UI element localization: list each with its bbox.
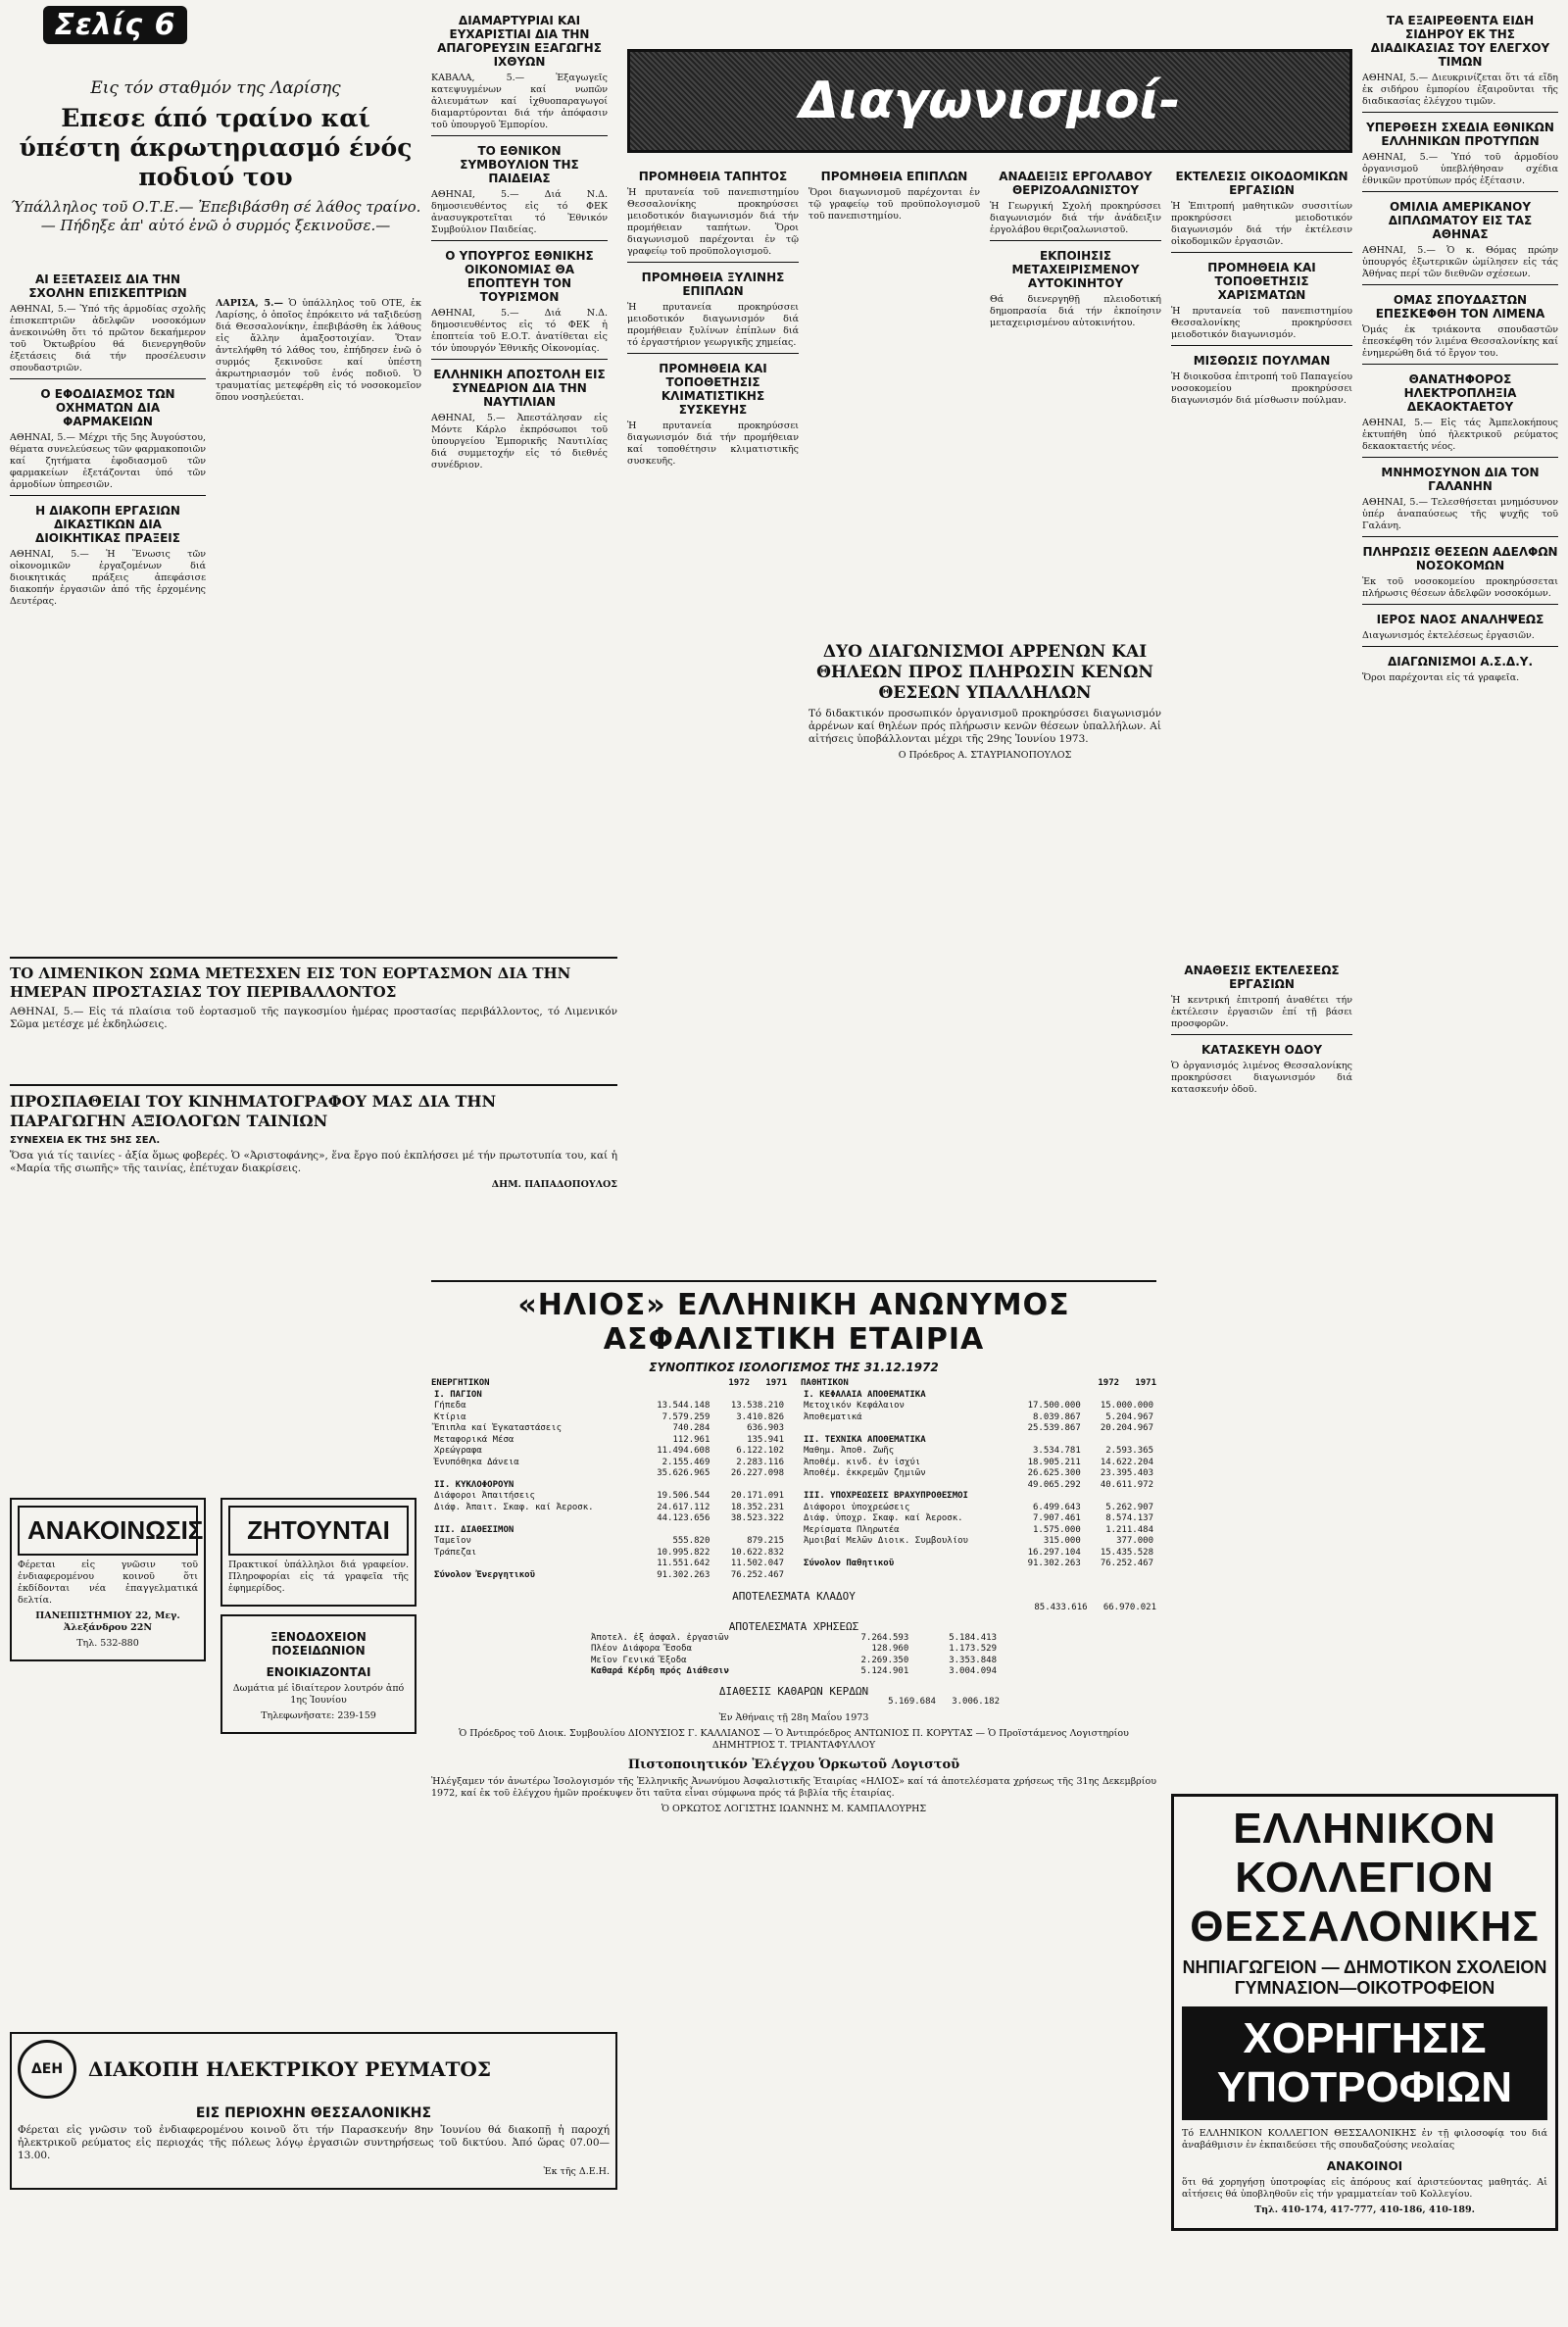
assets-cell-label: Κτίρια (434, 1411, 466, 1422)
results3-title: ΔΙΑΘΕΣΙΣ ΚΑΘΑΡΩΝ ΚΕΡΔΩΝ (718, 1684, 869, 1698)
liabilities-cell-b: 5.204.967 (1105, 1411, 1153, 1422)
assets-cell-b: 38.523.322 (730, 1513, 784, 1523)
assets-cell-a: 13.544.148 (657, 1401, 710, 1411)
results3-total-1971: 3.006.182 (952, 1697, 1000, 1707)
assets-cell-a: 91.302.263 (657, 1569, 710, 1580)
assets-row (431, 1548, 787, 1560)
liabilities-cell-b: 76.252.467 (1100, 1559, 1153, 1568)
results-title: ΑΠΟΤΕΛΕΣΜΑΤΑ ΚΛΑΔΟΥ (732, 1590, 856, 1603)
col2-article-4 (431, 368, 608, 471)
assets-side (431, 1378, 787, 1581)
right-body-4: Ὁμάς ἐκ τριάκοντα σπουδαστῶν ἐπεσκέφθη τόν λιμένα Θεσσαλονίκης καί ἐνημερώθη διά τό ἔργον του. (1362, 324, 1558, 359)
assets-row (431, 1480, 787, 1492)
cinema-body: Ὅσα γιά τίς ταινίες - ἀξία ὅμως φοβερές. Ὁ «Ἀριστοφάνης», ἕνα ἔργο πού ἐκπλήσσει μέ τήν πρωτοτυπία του, καί ἡ «Μαρία τῆς σιωπῆς» τῆς ταινίας, ἐπέτυχαν διακρίσεις. (10, 1150, 617, 1174)
liabilities-row (801, 1423, 1156, 1435)
results2-cell-a: 7.264.593 (860, 1632, 909, 1643)
liabilities-cell-a: 16.297.104 (1027, 1547, 1081, 1558)
liabilities-cell-b: 15.000.000 (1100, 1401, 1153, 1411)
liabilities-cell-label: III. ΥΠΟΧΡΕΩΣΕΙΣ ΒΡΑΧΥΠΡΟΘΕΣΜΟΙ (804, 1491, 968, 1501)
results2-row (588, 1656, 1000, 1667)
wanted-title: ΖΗΤΟΥΝΤΑΙ (228, 1506, 409, 1556)
assets-cell-a: 19.506.544 (657, 1491, 710, 1501)
assets-row (431, 1435, 787, 1447)
col2-headline-2: ΤΟ ΕΘΝΙΚΟΝ ΣΥΜΒΟΥΛΙΟΝ ΤΗΣ ΠΑΙΔΕΙΑΣ (460, 144, 579, 185)
assets-cell-label: Διάφοροι Ἀπαιτήσεις (434, 1491, 535, 1501)
results2-cell-label: Μεῖον Γενικά Ἔξοδα (591, 1655, 687, 1665)
liabilities-cell-a: 26.625.300 (1027, 1468, 1081, 1478)
liabilities-cell-a: 315.000 (1043, 1536, 1081, 1546)
results-total-1971: 66.970.021 (1102, 1602, 1156, 1612)
lead-story (10, 78, 421, 241)
column-left (10, 0, 220, 44)
liabilities-row (801, 1536, 1156, 1548)
dei-title: ΔΙΑΚΟΠΗ ΗΛΕΚΤΡΙΚΟΥ ΡΕΥΜΑΤΟΣ (88, 2057, 491, 2081)
liabilities-cell-label: Διάφ. ὑποχρ. Σκαφ. καί Ἀεροσκ. (804, 1513, 963, 1523)
year-1971-b: 1971 (1135, 1378, 1156, 1388)
dei-body: Φέρεται εἰς γνῶσιν τοῦ ἐνδιαφερομένου κοινοῦ ὅτι τήν Παρασκευήν 8ην Ἰουνίου θά διακοπῇ ἡ παροχή ἠλεκτρικοῦ ρεύματος εἰς περιοχάς τῆς πόλεως λόγῳ ἐργασιῶν συντηρήσεως τοῦ δικτύου. Ἀπό ὥρας 07.00—13.00. (18, 2124, 610, 2161)
midright-body-3: Ἡ κεντρική ἐπιτροπή ἀναθέτει τήν ἐκτέλεσιν ἐργασιῶν ἐπί τῇ βάσει προσφορῶν. (1171, 995, 1352, 1029)
liabilities-cell-b (1084, 1491, 1156, 1503)
liabilities-cell-a (1011, 1435, 1084, 1447)
tender-headline-4: ΠΡΟΜΗΘΕΙΑ ΕΠΙΠΛΩΝ (820, 170, 968, 183)
tenders-col-3 (990, 162, 1161, 632)
results2-title: ΑΠΟΤΕΛΕΣΜΑΤΑ ΧΡΗΣΕΩΣ (728, 1620, 859, 1633)
liabilities-row (801, 1458, 1156, 1469)
tender-body-3: Ἡ πρυτανεία προκηρύσσει διαγωνισμόν διά τήν προμήθειαν καί τοποθέτησιν κλιματιστικῆς συσκευῆς. (627, 421, 799, 467)
right-body-2: ΑΘΗΝΑΙ, 5.— Ὑπό τοῦ ἁρμοδίου ὀργανισμοῦ ὑπεβλήθησαν σχέδια ἐθνικῶν προτύπων πρός ἐξέτασιν. (1362, 152, 1558, 186)
assets-cell-label: Διάφ. Ἀπαιτ. Σκαφ. καί Ἀεροσκ. (434, 1502, 594, 1512)
ilios-title: «ΗΛΙΟΣ» ΕΛΛΗΝΙΚΗ ΑΝΩΝΥΜΟΣ ΑΣΦΑΛΙΣΤΙΚΗ ΕΤΑΙΡΙΑ (517, 1288, 1070, 1357)
tenders-col-1 (627, 162, 799, 946)
assets-cell-b: 10.622.832 (730, 1547, 784, 1558)
liabilities-cell-b (1084, 1435, 1156, 1447)
coast-guard-body: ΑΘΗΝΑΙ, 5.— Εἰς τά πλαίσια τοῦ ἑορτασμοῦ τῆς παγκοσμίου ἡμέρας προστασίας περιβάλλοντος, τό Λιμενικόν Σῶμα μετέσχε μέ ἐκδηλώσεις. (10, 1006, 617, 1030)
liabilities-cell-b: 14.622.204 (1100, 1457, 1153, 1467)
right-headline-9: ΔΙΑΓΩΝΙΣΜΟΙ Α.Σ.Δ.Υ. (1387, 655, 1534, 668)
assets-cell-b: 6.122.102 (736, 1446, 784, 1456)
dei-logo: ΔΕΗ (18, 2040, 76, 2099)
assets-cell-a: 555.820 (672, 1536, 710, 1546)
midright-headline-2: ΜΙΣΘΩΣΙΣ ΠΟΥΛΜΑΝ (1193, 354, 1331, 368)
assets-row (431, 1536, 787, 1548)
assets-cell-a: 24.617.112 (657, 1502, 710, 1512)
right-column (1362, 6, 1558, 1790)
right-headline-6: ΜΝΗΜΟΣΥΝΟΝ ΔΙΑ ΤΟΝ ΓΑΛΑΝΗΝ (1381, 466, 1540, 493)
results3-total-1972: 5.169.684 (888, 1697, 936, 1707)
assets-cell-a: 35.626.965 (657, 1468, 710, 1478)
assets-cell-label: Ἐνυπόθηκα Δάνεια (434, 1457, 519, 1467)
liabilities-row (801, 1548, 1156, 1560)
results2-cell-b: 1.173.529 (949, 1644, 997, 1654)
assets-cell-label: Χρεώγραφα (434, 1446, 482, 1456)
cinema-author: ΔΗΜ. ΠΑΠΑΔΟΠΟΥΛΟΣ (491, 1179, 617, 1190)
right-headline-2: ΥΠΕΡΘΕΣΗ ΣΧΕΔΙΑ ΕΘΝΙΚΩΝ ΕΛΛΗΝΙΚΩΝ ΠΡΟΤΥΠΩΝ (1366, 121, 1554, 148)
liabilities-cell-label: Μαθημ. Ἀποθ. Ζωῆς (804, 1446, 895, 1456)
results2-cell-label: Ἀποτελ. ἐξ ἀσφαλ. ἐργασιῶν (591, 1632, 729, 1643)
col1-body-2: ΑΘΗΝΑΙ, 5.— Μέχρι τῆς 5ης Ἀυγούστου, θέματα συνελεύσεως τῶν φαρμακοποιῶν καί ζητήματα ἐφοδιασμοῦ τῶν φαρμακείων ἐξετάζονται ὑπό τῶν ἁρμοδίων ὑπηρεσιῶν. (10, 432, 206, 490)
assets-cell-label: Ταμεῖον (434, 1536, 471, 1546)
results2-cell-b: 3.004.094 (949, 1666, 997, 1676)
col1-body-3: ΑΘΗΝΑΙ, 5.— Ἡ Ἕνωσις τῶν οἰκονομικῶν ἐργαζομένων διά διοικητικάς πράξεις ἀπεφάσισε διακοπήν ἐργασιῶν ἀπό τῆς ἐρχομένης Δευτέρας. (10, 549, 206, 607)
cinema-story (10, 1078, 617, 1195)
assets-cell-b (712, 1525, 787, 1537)
liabilities-cell-a: 17.500.000 (1027, 1401, 1081, 1411)
assets-row (431, 1458, 787, 1469)
exam-body: Τό διδακτικόν προσωπικόν ὁργανισμοῦ προκηρύσσει διαγωνισμόν ἀρρένων καί θηλέων πρός πλήρωσιν κενῶν θέσεων ὑπαλλήλων. Αἱ αἰτήσεις ὑποβάλλονται μέχρι τῆς 29ης Ἰουνίου 1973. (808, 708, 1161, 745)
results-total-1972: 85.433.616 (1034, 1602, 1088, 1612)
assets-cell-a: 740.284 (672, 1423, 710, 1433)
liabilities-cell-b (1084, 1390, 1156, 1402)
tender-body-5: Ἡ Γεωργική Σχολή προκηρύσσει διαγωνισμόν διά τήν ἀνάδειξιν ἐργολάβου θεριζοαλωνιστοῦ. (990, 201, 1161, 235)
liabilities-cell-a: 8.039.867 (1032, 1411, 1081, 1422)
col2-body-1: ΚΑΒΑΛΑ, 5.— Ἐξαγωγεῖς κατεψυγμένων καί νωπῶν ἀλιευμάτων καί ἰχθυοπαραγωγοί διαμαρτύρονται διά τήν ἀπόφασιν τοῦ ὑπουργοῦ Ἐμπορίου. (431, 73, 608, 130)
announcements-title: ΑΝΑΚΟΙΝΩΣΙΣ (18, 1506, 198, 1556)
cert-title: Πιστοποιητικόν Ἐλέγχου Ὁρκωτοῦ Λογιστοῦ (627, 1757, 960, 1772)
liabilities-table (801, 1390, 1156, 1570)
assets-label: ΕΝΕΡΓΗΤΙΚΟΝ (431, 1378, 490, 1388)
assets-row (431, 1503, 787, 1514)
liabilities-cell-b: 377.000 (1116, 1536, 1153, 1546)
announcements-phone: Τηλ. 532-880 (76, 1638, 139, 1649)
college-sub: ΝΗΠΙΑΓΩΓΕΙΟΝ — ΔΗΜΟΤΙΚΟΝ ΣΧΟΛΕΙΟΝ ΓΥΜΝΑΣΙΟΝ—ΟΙΚΟΤΡΟΦΕΙΟΝ (1182, 1957, 1547, 1998)
liabilities-cell-label: Ἀποθεματικά (804, 1411, 862, 1422)
assets-row (431, 1446, 787, 1458)
assets-cell-a: 7.579.259 (662, 1411, 710, 1422)
assets-cell-b: 76.252.467 (730, 1569, 784, 1580)
results2-cell-label: Καθαρά Κέρδη πρός Διάθεσιν (591, 1666, 729, 1676)
col1-headline-2: Ο ΕΦΟΔΙΑΣΜΟΣ ΤΩΝ ΟΧΗΜΑΤΩΝ ΔΙΑ ΦΑΡΜΑΚΕΙΩΝ (40, 387, 175, 428)
assets-row (431, 1401, 787, 1412)
right-headline-1: ΤΑ ΕΞΑΙΡΕΘΕΝΤΑ ΕΙΔΗ ΣΙΔΗΡΟΥ ΕΚ ΤΗΣ ΔΙΑΔΙΚΑΣΙΑΣ ΤΟΥ ΕΛΕΓΧΟΥ ΤΙΜΩΝ (1370, 14, 1550, 69)
exam-headline: ΔΥΟ ΔΙΑΓΩΝΙΣΜΟΙ ΑΡΡΕΝΩΝ ΚΑΙ ΘΗΛΕΩΝ ΠΡΟΣ ΠΛΗΡΩΣΙΝ ΚΕΝΩΝ ΘΕΣΕΩΝ ΥΠΑΛΛΗΛΩΝ (816, 642, 1153, 703)
tender-headline-6: ΕΚΠΟΙΗΣΙΣ ΜΕΤΑΧΕΙΡΙΣΜΕΝΟΥ ΑΥΤΟΚΙΝΗΤΟΥ (1011, 249, 1140, 290)
liabilities-cell-b: 40.611.972 (1100, 1479, 1153, 1490)
assets-cell-b: 20.171.091 (730, 1491, 784, 1501)
liabilities-cell-label: I. ΚΕΦΑΛΑΙΑ ΑΠΟΘΕΜΑΤΙΚΑ (804, 1389, 926, 1400)
liabilities-row (801, 1435, 1156, 1447)
liab-label: ΠΑΘΗΤΙΚΟΝ (801, 1378, 849, 1388)
liabilities-side (801, 1378, 1156, 1581)
assets-cell-b: 636.903 (747, 1423, 784, 1433)
assets-cell-a (639, 1480, 713, 1492)
right-headline-4: ΟΜΑΣ ΣΠΟΥΔΑΣΤΩΝ ΕΠΕΣΚΕΦΘΗ ΤΟΝ ΛΙΜΕΝΑ (1375, 293, 1545, 321)
liabilities-cell-label: Μερίσματα Πληρωτέα (804, 1524, 900, 1535)
right-headline-8: ΙΕΡΟΣ ΝΑΟΣ ΑΝΑΛΗΨΕΩΣ (1376, 613, 1544, 626)
liabilities-cell-label (801, 1548, 1011, 1560)
col1-body-1: ΑΘΗΝΑΙ, 5.— Ὑπό τῆς ἁρμοδίας σχολῆς ἐπισκεπτριῶν ἀδελφῶν νοσοκόμων ἀνεκοινώθη ὅτι τό πρῶτον δεκαήμερον τοῦ Ὀκτωβρίου θά διενεργηθοῦν ἐξετάσεις διά τήν προσέλευσιν σπουδαστριῶν. (10, 304, 206, 373)
tender-body-6: Θά διενεργηθῇ πλειοδοτική δημοπρασία διά τήν ἐκποίησιν μεταχειρισμένου αὐτοκινήτου. (990, 294, 1161, 328)
liabilities-row (801, 1390, 1156, 1402)
college-title: ΕΛΛΗΝΙΚΟΝ ΚΟΛΛΕΓΙΟΝ ΘΕΣΣΑΛΟΝΙΚΗΣ (1190, 1805, 1540, 1951)
liabilities-cell-a: 1.575.000 (1032, 1524, 1081, 1535)
assets-cell-b: 11.502.047 (730, 1559, 784, 1568)
liabilities-cell-a (1011, 1491, 1084, 1503)
results2-cell-label: Πλέον Διάφορα Ἔσοδα (591, 1644, 692, 1654)
college-banner: ΧΟΡΗΓΗΣΙΣ ΥΠΟΤΡΟΦΙΩΝ (1182, 2006, 1547, 2120)
right-headline-3: ΟΜΙΛΙΑ ΑΜΕΡΙΚΑΝΟΥ ΔΙΠΛΩΜΑΤΟΥ ΕΙΣ ΤΑΣ ΑΘΗΝΑΣ (1388, 200, 1533, 241)
assets-row (431, 1513, 787, 1525)
results2-cell-a: 5.124.901 (860, 1666, 909, 1676)
liabilities-cell-a: 18.905.211 (1027, 1457, 1081, 1467)
tender-body-1: Ἡ πρυτανεία τοῦ πανεπιστημίου Θεσσαλονίκης προκηρύσσει μειοδοτικόν διαγωνισμόν διά τήν προμήθειαν ταπήτων. Ὅροι διαγωνισμοῦ παρέχονται ἐν τῷ γραφείῳ τοῦ προϋπολογισμοῦ. (627, 187, 799, 257)
announcements-body: Φέρεται εἰς γνῶσιν τοῦ ἐνδιαφερομένου κοινοῦ ὅτι ἐκδίδονται νέα ἐπαγγελματικά δελτία. (18, 1560, 198, 1606)
ilios-balance-sheet (431, 1274, 1156, 2313)
assets-cell-b: 26.227.098 (730, 1468, 784, 1478)
liabilities-cell-a: 91.302.263 (1027, 1559, 1081, 1568)
liabilities-cell-label (801, 1423, 1011, 1435)
liabilities-cell-b: 23.395.403 (1100, 1468, 1153, 1478)
col2-body-4: ΑΘΗΝΑΙ, 5.— Ἀπεστάλησαν εἰς Μόντε Κάρλο ἐκπρόσωποι τοῦ ὑπουργείου Ἐμπορικῆς Ναυτιλίας διά συμμετοχήν εἰς τό διεθνές συνέδριον. (431, 413, 608, 470)
assets-cell-label: I. ΠΑΓΙΟΝ (434, 1389, 482, 1400)
assets-cell-label: II. ΚΥΚΛΟΦΟΡΟΥΝ (434, 1479, 514, 1490)
assets-cell-b (712, 1390, 787, 1402)
liabilities-row (801, 1468, 1156, 1480)
results2-cell-a: 2.269.350 (860, 1655, 909, 1665)
tender-headline-1: ΠΡΟΜΗΘΕΙΑ ΤΑΠΗΤΟΣ (638, 170, 788, 183)
liabilities-cell-label: Ἀποθέμ. κινδ. ἐν ἰσχύι (804, 1457, 921, 1467)
results2-cell-b: 5.184.413 (949, 1632, 997, 1643)
results2-cell-a: 128.960 (871, 1644, 909, 1654)
assets-row (431, 1423, 787, 1435)
announcements-ad (10, 1490, 206, 1669)
right-headline-5: ΘΑΝΑΤΗΦΟΡΟΣ ΗΛΕΚΤΡΟΠΛΗΞΙΑ ΔΕΚΑΟΚΤΑΕΤΟΥ (1403, 372, 1517, 414)
col1-article-3 (10, 504, 206, 608)
assets-cell-a (639, 1525, 713, 1537)
year-1972-a: 1972 (728, 1378, 751, 1388)
results2-cell-b: 3.353.848 (949, 1655, 997, 1665)
assets-cell-a: 2.155.469 (662, 1457, 710, 1467)
liabilities-row (801, 1503, 1156, 1514)
right-headline-7: ΠΛΗΡΩΣΙΣ ΘΕΣΕΩΝ ΑΔΕΛΦΩΝ ΝΟΣΟΚΟΜΩΝ (1362, 545, 1558, 572)
cert-sign: Ὁ ΟΡΚΩΤΟΣ ΛΟΓΙΣΤΗΣ ΙΩΑΝΝΗΣ Μ. ΚΑΜΠΑΛΟΥΡΗΣ (661, 1803, 927, 1814)
results2-table (588, 1633, 1000, 1678)
liabilities-cell-b: 8.574.137 (1105, 1513, 1153, 1523)
assets-cell-b: 879.215 (747, 1536, 784, 1546)
assets-cell-b: 2.283.116 (736, 1457, 784, 1467)
lead-kicker: Εις τόν σταθμόν της Λαρίσης (90, 78, 341, 98)
exam-announcement (808, 642, 1161, 1269)
col2-headline-1: ΔΙΑΜΑΡΤΥΡΙΑΙ ΚΑΙ ΕΥΧΑΡΙΣΤΙΑΙ ΔΙΑ ΤΗΝ ΑΠΑΓΟΡΕΥΣΙΝ ΕΞΑΓΩΓΗΣ ΙΧΘΥΩΝ (437, 14, 602, 69)
liabilities-cell-b: 20.204.967 (1100, 1423, 1153, 1433)
col2-body-2: ΑΘΗΝΑΙ, 5.— Διά Ν.Δ. δημοσιευθέντος εἰς τό ΦΕΚ ἀνασυγκροτεῖται τό Ἐθνικόν Συμβούλιον Παιδείας. (431, 189, 608, 235)
assets-row (431, 1525, 787, 1537)
lead-headline: Επεσε άπό τραίνο καί ύπέστη άκρωτηριασμό ένός ποδιού του (19, 104, 413, 191)
right-body-1: ΑΘΗΝΑΙ, 5.— Διευκρινίζεται ὅτι τά εἴδη ἐκ σιδήρου ἐμπορίου ἐξαιροῦνται τῆς διαδικασίας ἐλέγχου τιμῶν. (1362, 73, 1558, 107)
lead-subhead: Ύπάλληλος τοῦ Ο.Τ.Ε.— Ἐπεβιβάσθη σέ λάθος τραίνο.— Πήδηξε ἀπ' αὐτό ἐνῶ ὁ συρμός ξεκινοῦσε.— (10, 198, 421, 234)
right-body-5: ΑΘΗΝΑΙ, 5.— Εἰς τάς Ἀμπελοκήπους ἐκτυπήθη ὑπό ἠλεκτρικοῦ ρεύματος δεκαοκταετής νέος. (1362, 418, 1558, 452)
assets-cell-a: 11.494.608 (657, 1446, 710, 1456)
assets-row (431, 1412, 787, 1424)
assets-table (431, 1390, 787, 1582)
liabilities-row (801, 1480, 1156, 1492)
ilios-signers: Ὁ Πρόεδρος τοῦ Διοικ. Συμβουλίου ΔΙΟΝΥΣΙΟΣ Γ. ΚΑΛΛΙΑΝΟΣ — Ὁ Ἀντιπρόεδρος ΑΝΤΩΝΙΟΣ Π. ΚΟΡΥΤΑΣ — Ὁ Προϊστάμενος Λογιστηρίου ΔΗΜΗΤΡΙΟΣ Τ. ΤΡΙΑΝΤΑΦΥΛΛΟΥ (459, 1727, 1129, 1751)
lead-body (216, 298, 421, 404)
page-masthead: Σελίς 6 (43, 6, 188, 44)
liabilities-cell-label: Ἀποθέμ. ἐκκρεμῶν ζημιῶν (804, 1468, 926, 1478)
tender-body-7: Ἡ Ἐπιτροπή μαθητικῶν συσσιτίων προκηρύσσει μειοδοτικόν διαγωνισμόν διά τήν ἐκτέλεσιν οἰκοδομικῶν ἐργασιῶν. (1171, 201, 1352, 247)
assets-cell-label: III. ΔΙΑΘΕΣΙΜΟΝ (434, 1524, 514, 1535)
col2-article-2 (431, 144, 608, 236)
college-intro: Τό ΕΛΛΗΝΙΚΟΝ ΚΟΛΛΕΓΙΟΝ ΘΕΣΣΑΛΟΝΙΚΗΣ ἐν τῇ φιλοσοφίᾳ του διά ἀναβάθμισιν ἐν ἐκπαιδεύσει τῆς σπουδαζούσης νεολαίας (1182, 2128, 1547, 2151)
coast-guard-story (10, 951, 617, 1035)
lead-body-text: Ὁ ὑπάλληλος τοῦ ΟΤΕ, ἐκ Λαρίσης, ὁ ὁποῖος ἐπρόκειτο νά ταξιδεύσῃ διά Θεσσαλονίκην, ἐπεβιβάσθη ἐκ λάθους εἰς ἄλλην ἀμαξοστοιχίαν. Ὅταν ἀντελήφθη τό λάθος του, ἐπήδησεν ἐνῶ ὁ συρμός ξεκινοῦσε καί ὑπέστη ἀκρωτηριασμόν τοῦ ἑνός ποδιοῦ. Ὁ τραυματίας μετεφέρθη εἰς τό νοσοκομεῖον ὅπου νοσηλεύεται. (216, 298, 421, 403)
col1-headline-1: ΑΙ ΕΞΕΤΑΣΕΙΣ ΔΙΑ ΤΗΝ ΣΧΟΛΗΝ ΕΠΙΣΚΕΠΤΡΙΩΝ (28, 272, 187, 300)
lead-body-column (216, 294, 421, 941)
tenders-col-2 (808, 162, 980, 632)
liabilities-row (801, 1513, 1156, 1525)
assets-cell-label (431, 1559, 639, 1570)
liabilities-cell-a: 6.499.643 (1032, 1502, 1081, 1512)
liabilities-cell-a (1011, 1390, 1084, 1402)
liabilities-cell-a: 25.539.867 (1027, 1423, 1081, 1433)
liabilities-cell-label: Μετοχικόν Κεφάλαιον (804, 1401, 905, 1411)
assets-cell-a: 10.995.822 (657, 1547, 710, 1558)
tender-body-4: Ὅροι διαγωνισμοῦ παρέχονται ἐν τῷ γραφείῳ τοῦ προϋπολογισμοῦ τοῦ πανεπιστημίου. (808, 187, 980, 222)
liabilities-cell-label: II. ΤΕΧΝΙΚΑ ΑΠΟΘΕΜΑΤΙΚΑ (804, 1434, 926, 1445)
year-1972-b: 1972 (1098, 1378, 1120, 1388)
tender-headline-7: ΕΚΤΕΛΕΣΙΣ ΟΙΚΟΔΟΜΙΚΩΝ ΕΡΓΑΣΙΩΝ (1175, 170, 1348, 197)
col1-article-1 (10, 272, 206, 374)
midright-headline-1: ΠΡΟΜΗΘΕΙΑ ΚΑΙ ΤΟΠΟΘΕΤΗΣΙΣ ΧΑΡΙΣΜΑΤΩΝ (1207, 261, 1316, 302)
tenders-col-4 (1171, 162, 1352, 946)
midright-body-4: Ὁ ὀργανισμός λιμένος Θεσσαλονίκης προκηρύσσει διαγωνισμόν διά κατασκευήν ὁδοῦ. (1171, 1061, 1352, 1095)
assets-cell-label (431, 1513, 639, 1525)
liabilities-row (801, 1559, 1156, 1570)
hotel-body: Δωμάτια μέ ἰδιαίτερον λουτρόν ἀπό 1ης Ἰουνίου (232, 1683, 405, 1706)
midright-lower (1171, 956, 1352, 1269)
results2-row (588, 1633, 1000, 1645)
liabilities-cell-b: 5.262.907 (1105, 1502, 1153, 1512)
midright-body-1: Ἡ πρυτανεία τοῦ πανεπιστημίου Θεσσαλονίκης προκηρύσσει μειοδοτικόν διαγωνισμόν. (1171, 306, 1352, 340)
assets-cell-a: 44.123.656 (657, 1513, 710, 1523)
col2-article-1 (431, 14, 608, 131)
liabilities-cell-a: 3.534.781 (1032, 1446, 1081, 1456)
liabilities-row (801, 1491, 1156, 1503)
exam-signature: Ο Πρόεδρος Α. ΣΤΑΥΡΙΑΝΟΠΟΥΛΟΣ (898, 750, 1072, 761)
liabilities-cell-a: 7.907.461 (1032, 1513, 1081, 1523)
tender-headline-5: ΑΝΑΔΕΙΞΙΣ ΕΡΓΟΛΑΒΟΥ ΘΕΡΙΖΟΑΛΩΝΙΣΤΟΥ (999, 170, 1152, 197)
college-contact: Τηλ. 410-174, 417-777, 410-186, 410-189. (1254, 2204, 1475, 2215)
liabilities-cell-b: 15.435.528 (1100, 1547, 1153, 1558)
college-ad (1171, 1794, 1558, 2313)
assets-row (431, 1559, 787, 1570)
right-body-8: Διαγωνισμός ἐκτελέσεως ἐργασιῶν. (1362, 630, 1535, 641)
col1-headline-3: Η ΔΙΑΚΟΠΗ ΕΡΓΑΣΙΩΝ ΔΙΚΑΣΤΙΚΩΝ ΔΙΑ ΔΙΟΙΚΗΤΙΚΑΣ ΠΡΑΞΕΙΣ (35, 504, 180, 545)
tenders-banner: Διαγωνισμοί- (627, 49, 1352, 153)
right-body-7: Ἐκ τοῦ νοσοκομείου προκηρύσσεται πλήρωσις θέσεων ἀδελφῶν νοσοκόμων. (1362, 576, 1558, 599)
results2-row (588, 1666, 1000, 1678)
assets-cell-label: Σύνολον Ἐνεργητικοῦ (434, 1569, 535, 1580)
right-body-9: Ὅροι παρέχονται εἰς τά γραφεῖα. (1362, 672, 1520, 683)
assets-cell-b: 3.410.826 (736, 1411, 784, 1422)
col2-stack (431, 6, 608, 947)
midright-body-2: Ἡ διοικοῦσα ἐπιτροπή τοῦ Παπαγείου νοσοκομείου προκηρύσσει διαγωνισμόν διά μίσθωσιν πούλμαν. (1171, 371, 1352, 406)
assets-row (431, 1390, 787, 1402)
col2-article-3 (431, 249, 608, 355)
dei-sign: Ἐκ τῆς Δ.Ε.Η. (543, 2166, 610, 2177)
ilios-date: Ἐν Ἀθήναις τῇ 28η Μαΐου 1973 (718, 1711, 869, 1723)
hotel-phone: Τηλεφωνῆσατε: 239-159 (261, 1710, 376, 1721)
announcements-address: ΠΑΝΕΠΙΣΤΗΜΙΟΥ 22, Μεγ. Ἀλεξάνδρου 22Ν (35, 1610, 180, 1633)
assets-cell-label: Τράπεζαι (434, 1547, 477, 1558)
col2-body-3: ΑΘΗΝΑΙ, 5.— Διά Ν.Δ. δημοσιευθέντος εἰς τό ΦΕΚ ἡ ἐποπτεία τοῦ Ε.Ο.Τ. ἀνατίθεται εἰς τόν ὑπουργόν Ἐθνικῆς Οἰκονομίας. (431, 308, 608, 354)
col1-article-2 (10, 387, 206, 491)
liabilities-cell-label: Ἀμοιβαί Μελῶν Διοικ. Συμβουλίου (804, 1536, 968, 1546)
coast-guard-headline: ΤΟ ΛΙΜΕΝΙΚΟΝ ΣΩΜΑ ΜΕΤΕΣΧΕΝ ΕΙΣ ΤΟΝ ΕΟΡΤΑΣΜΟΝ ΔΙΑ ΤΗΝ ΗΜΕΡΑΝ ΠΡΟΣΤΑΣΙΑΣ ΤΟΥ ΠΕΡΙΒΑΛΛΟΝΤΟΣ (10, 965, 571, 1001)
tender-headline-2: ΠΡΟΜΗΘΕΙΑ ΞΥΛΙΝΗΣ ΕΠΙΠΛΩΝ (641, 271, 785, 298)
liabilities-cell-label: Διάφοροι ὑποχρεώσεις (804, 1502, 910, 1512)
hotel-title: ΞΕΝΟΔΟΧΕΙΟΝ ΠΟΣΕΙΔΩΝΙΟΝ (270, 1630, 367, 1658)
assets-cell-label: Μεταφορικά Μέσα (434, 1434, 514, 1445)
lead-dateline: ΛΑΡΙΣΑ, 5.— (216, 298, 283, 309)
liabilities-row (801, 1525, 1156, 1537)
assets-cell-label (431, 1468, 639, 1480)
liabilities-cell-a: 49.065.292 (1027, 1479, 1081, 1490)
cert-text: Ἠλέγξαμεν τόν ἀνωτέρω Ἰσολογισμόν τῆς Ἑλληνικῆς Ἀνωνύμου Ἀσφαλιστικῆς Ἑταιρίας «ΗΛΙΟΣ» καί τά ἀποτελέσματα χρήσεως τῆς 31ης Δεκεμβρίου 1972, καί ἐκ τοῦ ἐλέγχου ἡμῶν προέκυψεν ὅτι ταῦτα εἶναι σύμφωνα πρός τά βιβλία τῆς ἑταιρίας. (431, 1775, 1156, 1799)
college-body: ὅτι θά χορηγήσῃ ὑποτροφίας εἰς ἀπόρους καί ἀριστεύοντας μαθητάς. Αἱ αἰτήσεις θά ὑποβληθοῦν εἰς τήν γραμματείαν τοῦ Κολλεγίου. (1182, 2177, 1547, 2200)
assets-cell-b (712, 1480, 787, 1492)
assets-cell-a: 112.961 (672, 1434, 710, 1445)
tender-body-2: Ἡ πρυτανεία προκηρύσσει μειοδοτικόν διαγωνισμόν διά προμήθειαν ξυλίνων ἐπίπλων διά τό ἐργαστήριον γεωργικῆς χημείας. (627, 302, 799, 348)
midright-headline-3: ΑΝΑΘΕΣΙΣ ΕΚΤΕΛΕΣΕΩΣ ΕΡΓΑΣΙΩΝ (1184, 964, 1340, 991)
cinema-kicker: ΣΥΝΕΧΕΙΑ ΕΚ ΤΗΣ 5ΗΣ ΣΕΛ. (10, 1135, 161, 1146)
right-body-3: ΑΘΗΝΑΙ, 5.— Ὁ κ. Θόμας πρώην ὑπουργός ἐξωτερικῶν ὡμίλησεν εἰς τάς Ἀθήνας περί τῶν διεθνῶν σχέσεων. (1362, 245, 1558, 279)
hotel-sub: ΕΝΟΙΚΙΑΖΟΝΤΑΙ (266, 1665, 371, 1679)
assets-cell-b: 13.538.210 (730, 1401, 784, 1411)
liabilities-cell-label (801, 1480, 1011, 1492)
liabilities-row (801, 1401, 1156, 1412)
assets-cell-b: 135.941 (747, 1434, 784, 1445)
assets-cell-label: Γήπεδα (434, 1401, 466, 1411)
col1-stack (10, 265, 206, 941)
assets-cell-label: Ἔπιπλα καί Ἐγκαταστάσεις (434, 1423, 563, 1433)
tender-headline-3: ΠΡΟΜΗΘΕΙΑ ΚΑΙ ΤΟΠΟΘΕΤΗΣΙΣ ΚΛΙΜΑΤΙΣΤΙΚΗΣ ΣΥΣΚΕΥΗΣ (659, 362, 767, 417)
tenders-banner-wrap (627, 49, 1352, 153)
col2-headline-4: ΕΛΛΗΝΙΚΗ ΑΠΟΣΤΟΛΗ ΕΙΣ ΣΥΝΕΔΡΙΟΝ ΔΙΑ ΤΗΝ ΝΑΥΤΙΛΙΑΝ (433, 368, 606, 409)
wanted-ad (220, 1490, 416, 1742)
col2-headline-3: Ο ΥΠΟΥΡΓΟΣ ΕΘΝΙΚΗΣ ΟΙΚΟΝΟΜΙΑΣ ΘΑ ΕΠΟΠΤΕΥΗ ΤΟΝ ΤΟΥΡΙΣΜΟΝ (445, 249, 594, 304)
liabilities-cell-b: 2.593.365 (1105, 1446, 1153, 1456)
assets-cell-a: 11.551.642 (657, 1559, 710, 1568)
assets-row (431, 1468, 787, 1480)
dei-area: ΕΙΣ ΠΕΡΙΟΧΗΝ ΘΕΣΣΑΛΟΝΙΚΗΣ (195, 2105, 432, 2121)
liabilities-cell-b: 1.211.484 (1105, 1524, 1153, 1535)
college-announce: ΑΝΑΚΟΙΝΟΙ (1326, 2159, 1403, 2173)
assets-row (431, 1491, 787, 1503)
year-1971-a: 1971 (765, 1378, 787, 1388)
right-body-6: ΑΘΗΝΑΙ, 5.— Τελεσθήσεται μνημόσυνον ὑπέρ ἀναπαύσεως τῆς ψυχῆς τοῦ Γαλάνη. (1362, 497, 1558, 531)
assets-row (431, 1570, 787, 1582)
liabilities-row (801, 1412, 1156, 1424)
liabilities-cell-label: Σύνολον Παθητικοῦ (804, 1559, 895, 1568)
midright-headline-4: ΚΑΤΑΣΚΕΥΗ ΟΔΟΥ (1200, 1043, 1323, 1057)
ilios-subtitle: ΣΥΝΟΠΤΙΚΟΣ ΙΣΟΛΟΓΙΣΜΟΣ ΤΗΣ 31.12.1972 (649, 1361, 939, 1374)
assets-cell-a (639, 1390, 713, 1402)
results2-row (588, 1644, 1000, 1656)
wanted-body: Πρακτικοί ὑπάλληλοι διά γραφείον. Πληροφορίαι εἰς τά γραφεῖα τῆς ἐφημερίδος. (228, 1560, 409, 1594)
liabilities-row (801, 1446, 1156, 1458)
assets-cell-b: 18.352.231 (730, 1502, 784, 1512)
cinema-headline: ΠΡΟΣΠΑΘΕΙΑΙ ΤΟΥ ΚΙΝΗΜΑΤΟΓΡΑΦΟΥ ΜΑΣ ΔΙΑ ΤΗΝ ΠΑΡΑΓΩΓΗΝ ΑΞΙΟΛΟΓΩΝ ΤΑΙΝΙΩΝ (10, 1092, 497, 1130)
